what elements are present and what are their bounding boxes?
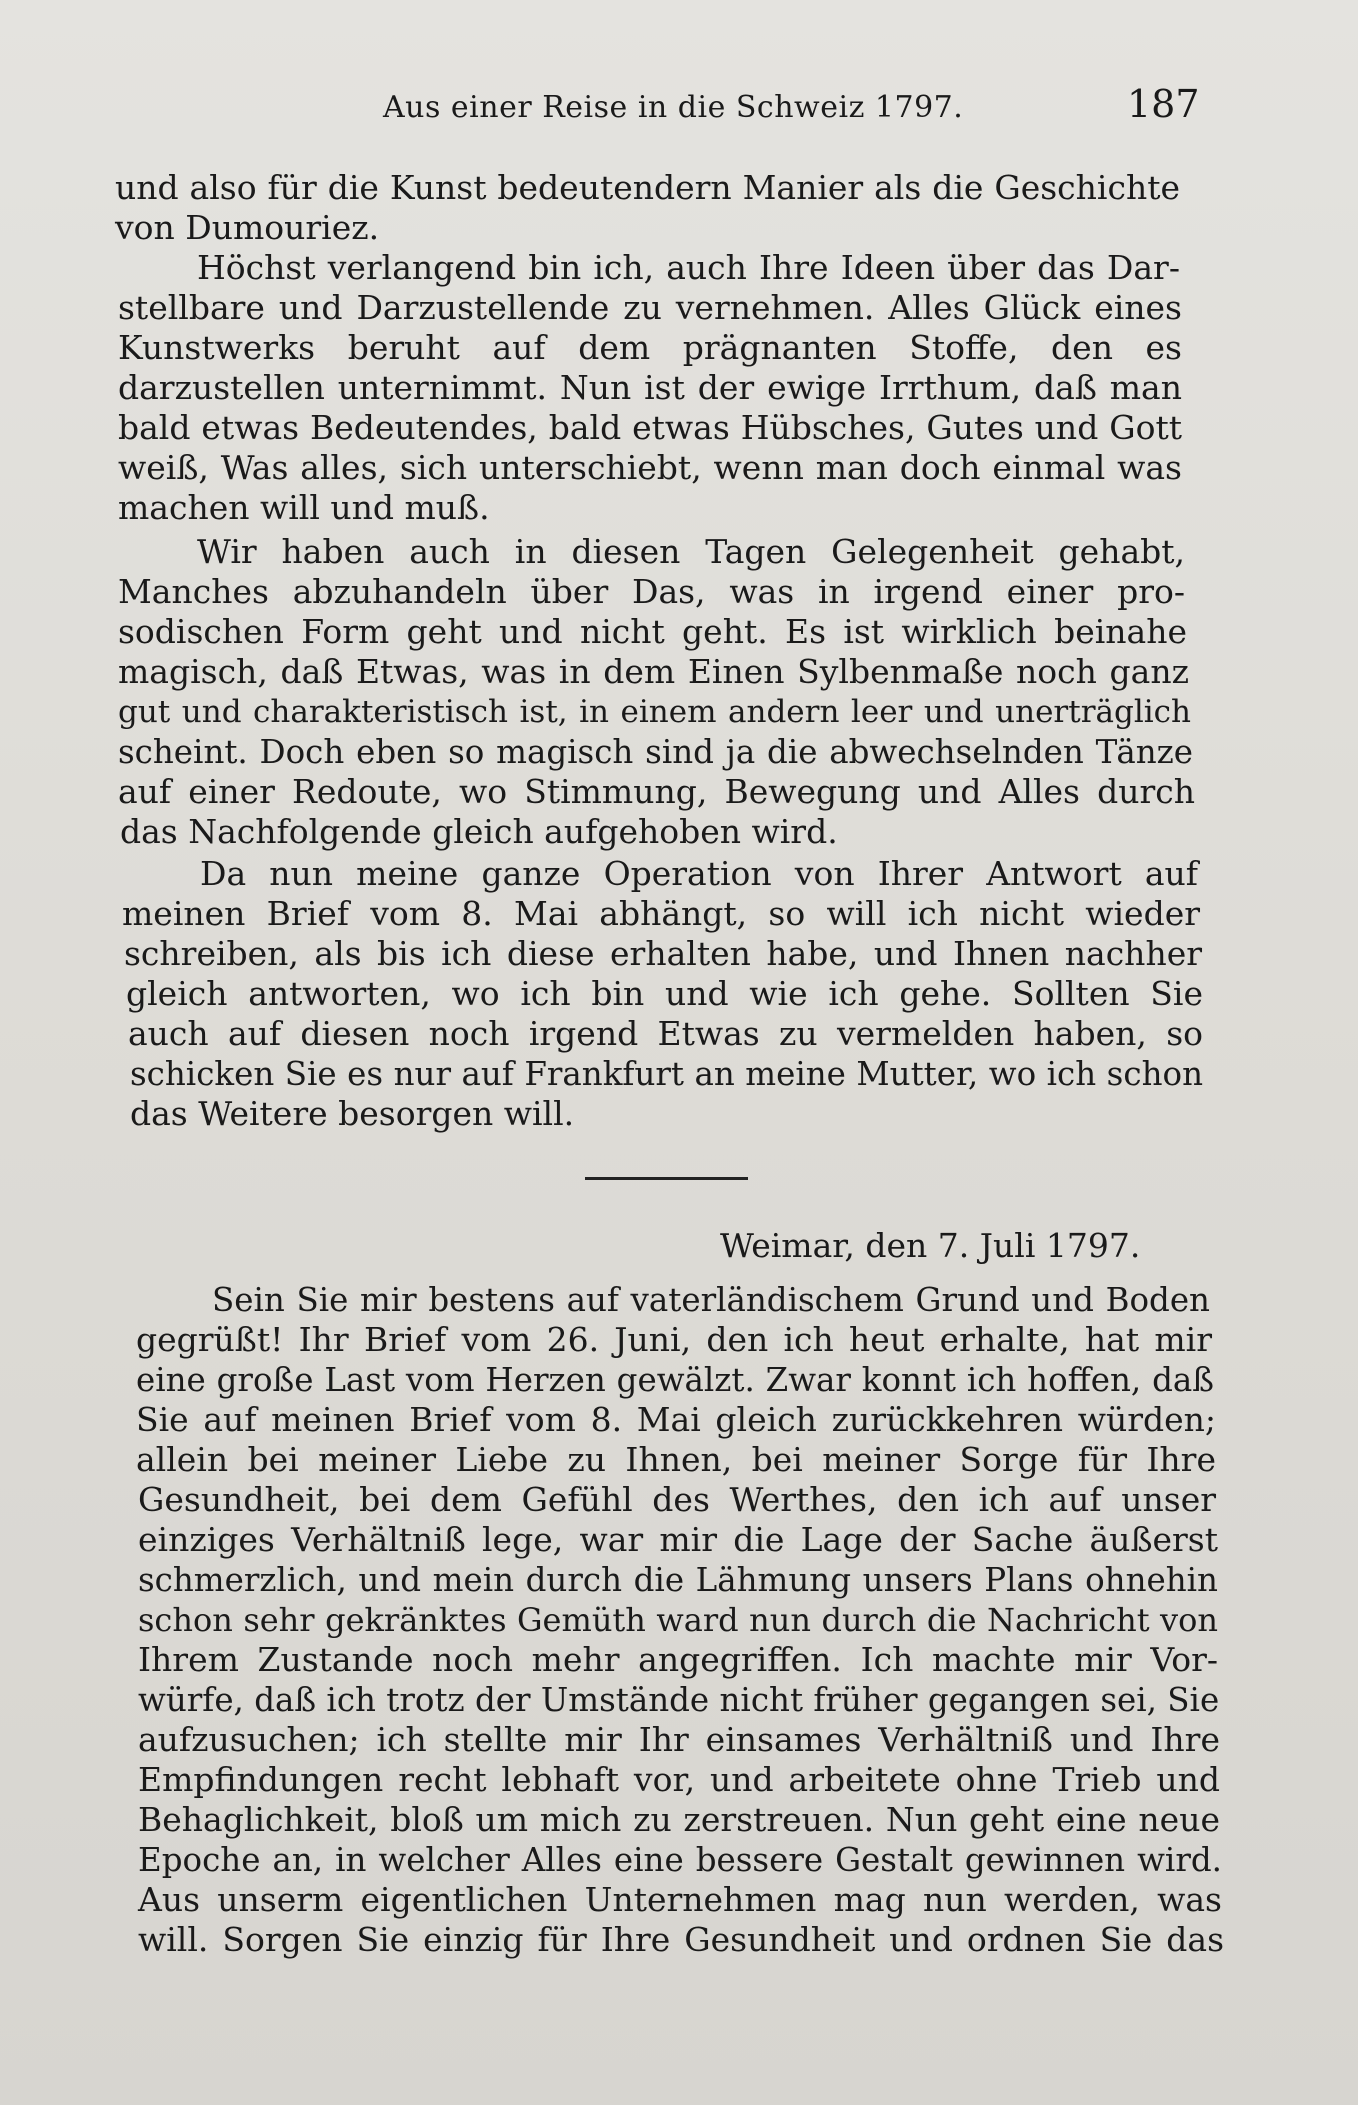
text-line: bald etwas Bedeutendes, bald etwas Hübsches, Gutes und Gott: [118, 408, 1182, 447]
text-line: aufzusuchen; ich stellte mir Ihr einsames Verhältniß und Ihre: [138, 1720, 1220, 1759]
text-line: das Weitere besorgen will.: [130, 1094, 575, 1133]
text-line: Sein Sie mir bestens auf vaterländischem Grund und Boden: [212, 1281, 1210, 1319]
text-line: auf einer Redoute, wo Stimmung, Bewegung und Alles durch: [118, 772, 1195, 811]
text-line: gut und charakteristisch ist, in einem andern leer und unerträglich: [118, 694, 1191, 730]
text-line: scheint. Doch eben so magisch sind ja die abwechselnden Tänze: [118, 733, 1193, 771]
text-line: Sie auf meinen Brief vom 8. Mai gleich zurückkehren würden;: [136, 1400, 1216, 1439]
text-line: Empfindungen recht lebhaft vor, und arbeitete ohne Trieb und: [138, 1760, 1220, 1799]
running-title: Aus einer Reise in die Schweiz 1797.: [383, 90, 964, 125]
text-line: Epoche an, in welcher Alles eine bessere Gestalt gewinnen wird.: [138, 1841, 1222, 1879]
text-line: Behaglichkeit, bloß um mich zu zerstreuen. Nun geht eine neue: [138, 1800, 1220, 1839]
text-line: machen will und muß.: [118, 488, 490, 527]
text-line: eine große Last vom Herzen gewälzt. Zwar konnt ich hoffen, daß: [136, 1361, 1214, 1399]
text-line: Gesundheit, bei dem Gefühl des Werthes, den ich auf unser: [138, 1480, 1216, 1519]
text-line: Da nun meine ganze Operation von Ihrer Antwort auf: [200, 854, 1198, 893]
dateline: Weimar, den 7. Juli 1797.: [720, 1226, 1141, 1265]
text-line: Manches abzuhandeln über Das, was in irgend einer pro-: [118, 572, 1185, 611]
text-line: Kunstwerks beruht auf dem prägnanten Stoffe, den es: [118, 328, 1182, 367]
text-line: sodischen Form geht und nicht geht. Es ist wirklich beinahe: [118, 612, 1187, 651]
text-line: gleich antworten, wo ich bin und wie ich gehe. Sollten Sie: [126, 974, 1203, 1013]
text-line: Höchst verlangend bin ich, auch Ihre Ideen über das Dar-: [197, 248, 1180, 287]
text-line: weiß, Was alles, sich unterschiebt, wenn man doch einmal was: [118, 448, 1182, 487]
section-divider: [585, 1177, 748, 1180]
text-line: würfe, daß ich trotz der Umstände nicht früher gegangen sei, Sie: [138, 1681, 1220, 1719]
text-line: allein bei meiner Liebe zu Ihnen, bei meiner Sorge für Ihre: [136, 1440, 1216, 1479]
text-line: und also für die Kunst bedeutendern Manier als die Geschichte: [115, 168, 1180, 207]
text-line: Ihrem Zustande noch mehr angegriffen. Ich machte mir Vor-: [138, 1640, 1218, 1679]
text-line: gegrüßt! Ihr Brief vom 26. Juni, den ich heut erhalte, hat mir: [136, 1320, 1212, 1359]
text-line: Aus unserm eigentlichen Unternehmen mag nun werden, was: [138, 1880, 1222, 1919]
text-line: von Dumouriez.: [115, 208, 380, 247]
text-line: Wir haben auch in diesen Tagen Gelegenheit gehabt,: [197, 532, 1185, 571]
text-line: meinen Brief vom 8. Mai abhängt, so will ich nicht wieder: [122, 894, 1200, 933]
text-line: stellbare und Darzustellende zu vernehmen. Alles Glück eines: [118, 288, 1182, 327]
text-line: schreiben, als bis ich diese erhalten habe, und Ihnen nachher: [124, 934, 1202, 973]
text-line: darzustellen unternimmt. Nun ist der ewige Irrthum, daß man: [118, 368, 1182, 407]
text-line: das Nachfolgende gleich aufgehoben wird.: [120, 812, 838, 851]
text-line: schicken Sie es nur auf Frankfurt an meine Mutter, wo ich schon: [130, 1055, 1203, 1093]
text-line: schmerzlich, und mein durch die Lähmung unsers Plans ohnehin: [138, 1561, 1218, 1599]
text-line: schon sehr gekränktes Gemüth ward nun durch die Nachricht von: [138, 1601, 1218, 1639]
text-line: will. Sorgen Sie einzig für Ihre Gesundheit und ordnen Sie das: [138, 1920, 1224, 1959]
text-line: auch auf diesen noch irgend Etwas zu vermelden haben, so: [128, 1014, 1203, 1053]
page-number: 187: [1127, 82, 1200, 126]
text-line: magisch, daß Etwas, was in dem Einen Sylbenmaße noch ganz: [118, 652, 1189, 691]
text-line: einziges Verhältniß lege, war mir die Lage der Sache äußerst: [138, 1520, 1218, 1559]
